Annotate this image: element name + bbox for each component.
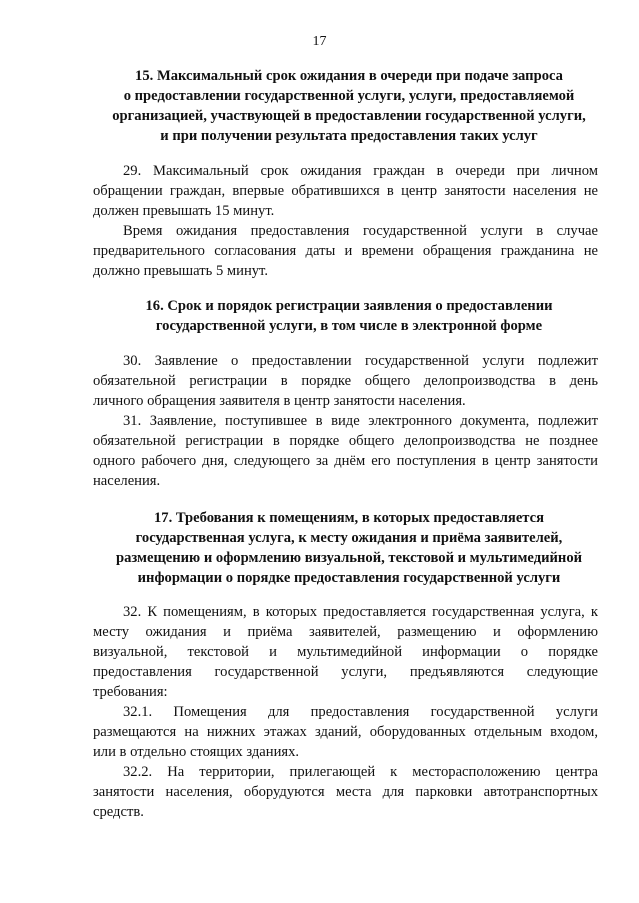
title-line: и при получении результата предоставления таких услуг [160,128,538,144]
paragraph-line: Время ожидания предоставления государственной услуги в случае [123,223,598,239]
paragraph-line: требования: [93,684,168,700]
section-17-title [100,508,598,588]
title-line: о предоставлении государственной услуги, услуги, предоставляемой [123,88,575,104]
paragraph-line: 32. К помещениям, в которых предоставляется государственная услуга, к [123,604,598,620]
title-line: государственная услуга, к месту ожидания и приёма заявителей, [135,530,563,546]
paragraph-32 [93,602,598,702]
paragraph-line: должно превышать 5 минут. [93,263,268,279]
paragraph-line: средств. [93,804,144,820]
paragraph-line: занятости населения, оборудуются места для парковки автотранспортных [93,784,598,800]
title-line: 15. Максимальный срок ожидания в очереди при подаче запроса [135,68,563,84]
paragraph-29-waiting-time [93,221,598,281]
paragraph-31 [93,411,598,491]
paragraph-29 [93,161,598,221]
paragraph-32-2 [93,762,598,822]
title-line: 16. Срок и порядок регистрации заявления о предоставлении [145,298,553,314]
title-line: организацией, участвующей в предоставлении государственной услуги, [112,108,586,124]
title-line: государственной услуги, в том числе в электронной форме [155,318,543,334]
paragraph-line: обязательной регистрации в порядке общего делопроизводства в день [93,373,598,389]
paragraph-line: размещаются на нижних этажах зданий, оборудованных отдельным входом, [93,724,598,740]
paragraph-line: предварительного согласования даты и времени обращения гражданина не [93,243,598,259]
paragraph-line: обязательной регистрации в порядке общего делопроизводства не позднее [93,433,598,449]
paragraph-line: 31. Заявление, поступившее в виде электронного документа, подлежит [123,413,598,429]
section-16-title [100,296,598,336]
paragraph-30 [93,351,598,411]
paragraph-32-1 [93,702,598,762]
title-line: информации о порядке предоставления государственной услуги [137,570,561,586]
paragraph-line: 29. Максимальный срок ожидания граждан в очереди при личном [123,163,598,179]
title-line: размещению и оформлению визуальной, текстовой и мультимедийной [115,550,583,566]
paragraph-line: предоставления государственной услуги, предъявляются следующие [93,664,598,680]
title-line: 17. Требования к помещениям, в которых предоставляется [153,510,545,526]
paragraph-line: визуальной, текстовой и мультимедийной информации о порядке [93,644,598,660]
paragraph-line: 30. Заявление о предоставлении государственной услуги подлежит [123,353,598,369]
paragraph-line: населения. [93,473,161,489]
paragraph-line: обращении граждан, впервые обратившихся в центр занятости населения не [93,183,598,199]
paragraph-line: личного обращения заявителя в центр занятости населения. [93,393,466,409]
paragraph-line: 32.1. Помещения для предоставления государственной услуги [123,704,598,720]
paragraph-line: одного рабочего дня, следующего за днём его поступления в центр занятости [93,453,598,469]
page-number: 17 [312,34,327,49]
paragraph-line: должен превышать 15 минут. [93,203,275,219]
section-15-title [100,66,598,146]
paragraph-line: месту ожидания и приёма заявителей, размещению и оформлению [93,624,598,640]
paragraph-line: или в отдельно стоящих зданиях. [93,744,300,760]
paragraph-line: 32.2. На территории, прилегающей к месторасположению центра [123,764,598,780]
